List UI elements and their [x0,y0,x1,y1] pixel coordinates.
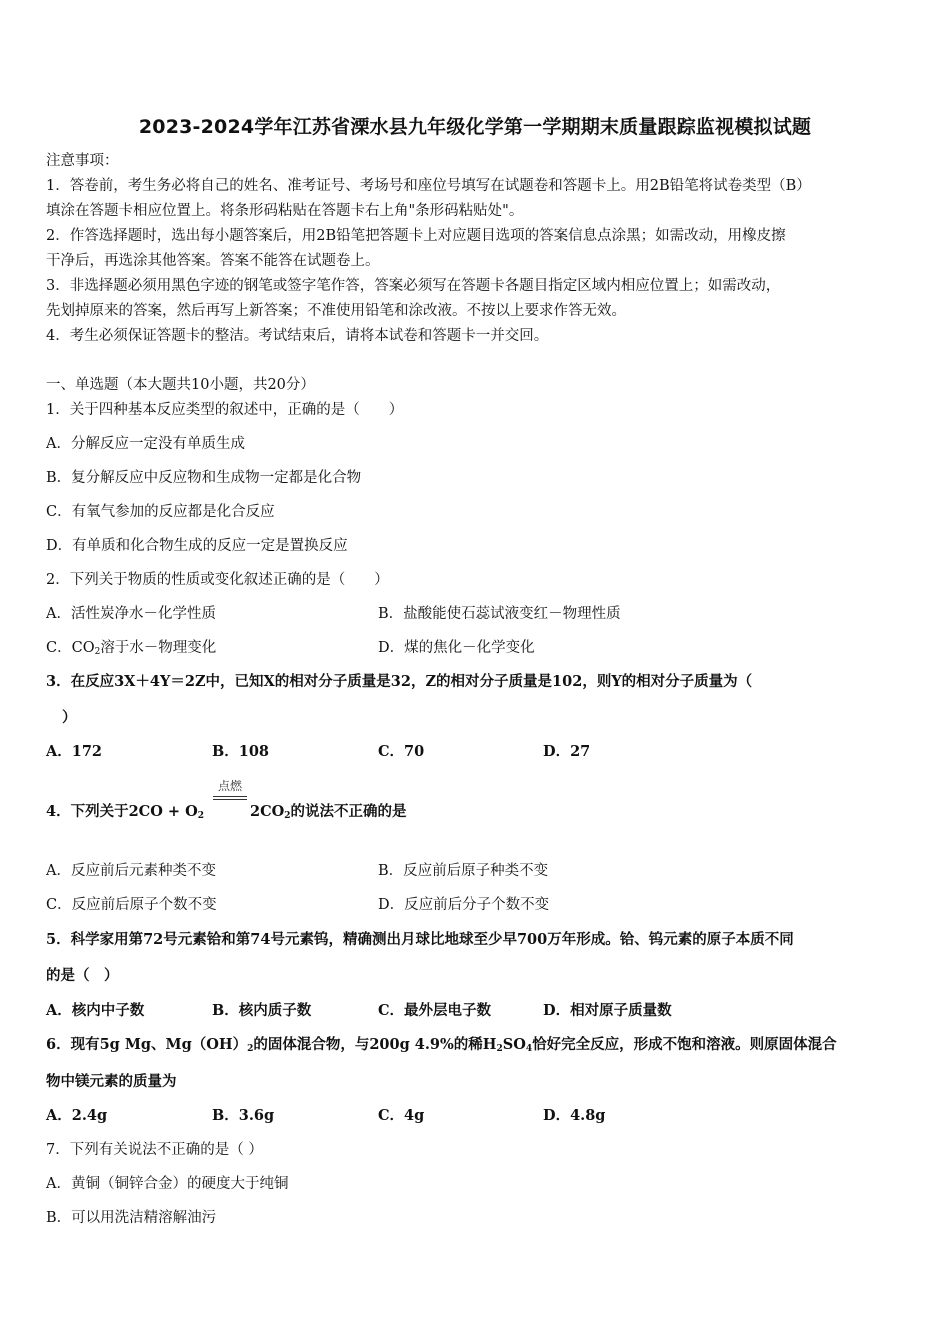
question-4-stem-tail: $2CO_2$的说法不正确的是 [250,803,407,821]
question-5-option-c: C．最外层电子数 [378,1002,492,1019]
notice-line: 4．考生必须保证答题卡的整洁。考试结束后，请将本试卷和答题卡一并交回。 [46,328,549,344]
notice-line: 填涂在答题卡相应位置上。将条形码粘贴在答题卡右上角"条形码粘贴处"。 [46,203,524,219]
question-5-option-b: B．核内质子数 [212,1002,312,1019]
question-5-option-a: A．核内中子数 [46,1002,145,1019]
reaction-condition: 点燃 [217,779,242,793]
question-1-option-c: C．有氧气参加的反应都是化合反应 [46,504,275,520]
question-6-stem-cont: 物中镁元素的质量为 [46,1073,177,1090]
notice-line: 2．作答选择题时，选出每小题答案后，用2B铅笔把答题卡上对应题目选项的答案信息点涂黑；如需改动，用橡皮擦 [46,228,786,244]
question-3-option-c: C．70 [378,743,425,760]
question-1-stem: 1．关于四种基本反应类型的叙述中，正确的是（ ） [46,402,404,418]
question-6-option-b: B．3.6g [212,1107,275,1124]
question-7-option-b: B．可以用洗洁精溶解油污 [46,1210,217,1226]
question-6-option-c: C．4g [378,1107,425,1124]
reaction-equals-bar [213,796,247,797]
question-4-stem: 4．下列关于$2CO + O_2$ [46,803,204,821]
section-heading: 一、单选题（本大题共10小题，共20分） [46,377,315,393]
question-6-option-d: D．4.8g [543,1107,606,1124]
question-4-option-c: C．反应前后原子个数不变 [46,897,217,913]
question-5-stem-cont: 的是（ ） [46,967,119,984]
question-4-option-d: D．反应前后分子个数不变 [378,897,550,913]
question-1-option-b: B．复分解反应中反应物和生成物一定都是化合物 [46,470,362,486]
question-5-option-d: D．相对原子质量数 [543,1002,672,1019]
question-2-option-a: A．活性炭净水－化学性质 [46,606,216,622]
notice-line: 3．非选择题必须用黑色字迹的钢笔或签字笔作答，答案必须写在答题卡各题目指定区域内相应位置上；如需改动， [46,278,781,294]
question-3-option-b: B．108 [212,743,270,760]
notice-line: 干净后，再选涂其他答案。答案不能答在试题卷上。 [46,253,380,269]
question-6-option-a: A．2.4g [46,1107,108,1124]
question-3-option-d: D．27 [543,743,591,760]
question-3-option-a: A．172 [46,743,103,760]
question-2-stem: 2．下列关于物质的性质或变化叙述正确的是（ ） [46,572,389,588]
question-4-option-b: B．反应前后原子种类不变 [378,863,549,879]
question-2-option-d: D．煤的焦化－化学变化 [378,640,535,656]
question-7-stem: 7．下列有关说法不正确的是（ ） [46,1142,263,1158]
notice-heading: 注意事项： [46,153,119,169]
question-6-stem: 6．现有5g Mg、$Mg(OH)_2$的固体混合物，与200g 4.9%的稀$H_2SO_4$恰好完全反应，形成不饱和溶液。则原固体混合 [46,1036,837,1054]
question-3-stem-cont: ） [62,709,77,726]
question-3-stem: 3．在反应3X＋4Y＝2Z中，已知X的相对分子质量是32，Z的相对分子质量是102，则Y的相对分子质量为（ [46,673,753,690]
question-1-option-d: D．有单质和化合物生成的反应一定是置换反应 [46,538,348,554]
question-5-stem: 5．科学家用第72号元素铪和第74号元素钨，精确测出月球比地球至少早700万年形成。铪、钨元素的原子本质不同 [46,931,794,948]
reaction-equals-bar [213,799,247,800]
page-title: 2023-2024学年江苏省溧水县九年级化学第一学期期末质量跟踪监视模拟试题 [138,116,812,138]
question-4-option-a: A．反应前后元素种类不变 [46,863,216,879]
notice-line: 1．答卷前，考生务必将自己的姓名、准考证号、考场号和座位号填写在试题卷和答题卡上。用2B铅笔将试卷类型（B） [46,178,811,194]
question-2-option-b: B．盐酸能使石蕊试液变红－物理性质 [378,606,621,622]
question-1-option-a: A．分解反应一定没有单质生成 [46,436,245,452]
question-7-option-a: A．黄铜（铜锌合金）的硬度大于纯铜 [46,1176,289,1192]
question-2-option-c: C．$CO_2$溶于水－物理变化 [46,640,217,657]
notice-line: 先划掉原来的答案，然后再写上新答案；不准使用铅笔和涂改液。不按以上要求作答无效。 [46,303,626,319]
